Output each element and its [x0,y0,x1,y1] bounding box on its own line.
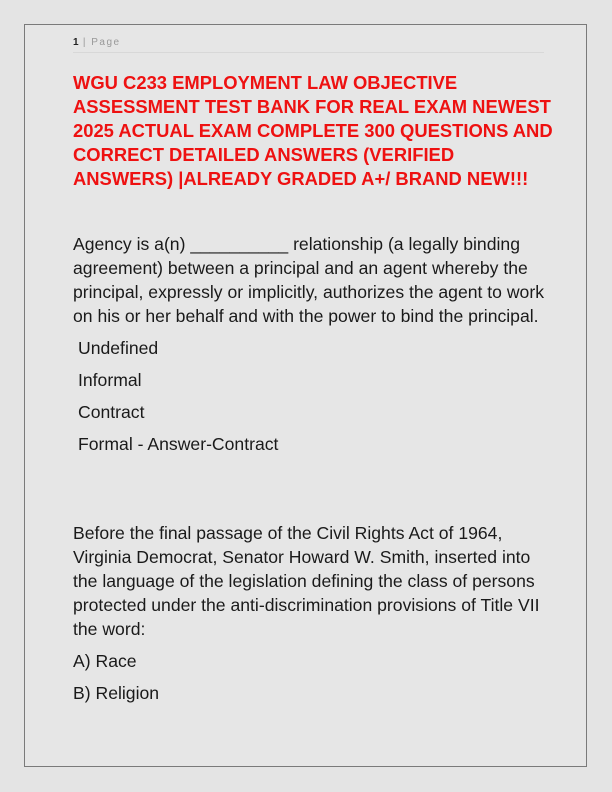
answer-option: Formal - Answer-Contract [78,434,279,454]
question-1 [73,232,553,456]
answer-option: B) Religion [73,683,160,703]
answer-option: Informal [78,370,142,390]
question-text: Before the final passage of the Civil Rights Act of 1964, Virginia Democrat, Senator Howard W. Smith, inserted into the language of the legislation defining the class of persons protected under the anti-discrimination provisions of Title VII the word: [73,523,540,639]
page-label: Page [91,37,121,48]
question-2 [73,521,553,705]
question-text: Agency is a(n) __________ relationship (a legally binding agreement) between a principal and an agent whereby the principal, expressly or implicitly, authorizes the agent to work on his or her behalf and with the power to bind the principal. [73,234,544,326]
answer-option: A) Race [73,651,137,671]
document-page [24,24,587,767]
page-header [73,37,121,48]
document-title: WGU C233 EMPLOYMENT LAW OBJECTIVE ASSESSMENT TEST BANK FOR REAL EXAM NEWEST 2025 ACTUAL EXAM COMPLETE 300 QUESTIONS AND CORRECT DETAILED ANSWERS (VERIFIED ANSWERS) |ALREADY GRADED A+/ BRAND NEW!!! [73,72,553,189]
answer-option: Undefined [78,338,159,358]
page-number: 1 [73,37,79,48]
header-separator: | [78,37,92,48]
answer-option: Contract [78,402,145,422]
header-rule [73,52,544,53]
